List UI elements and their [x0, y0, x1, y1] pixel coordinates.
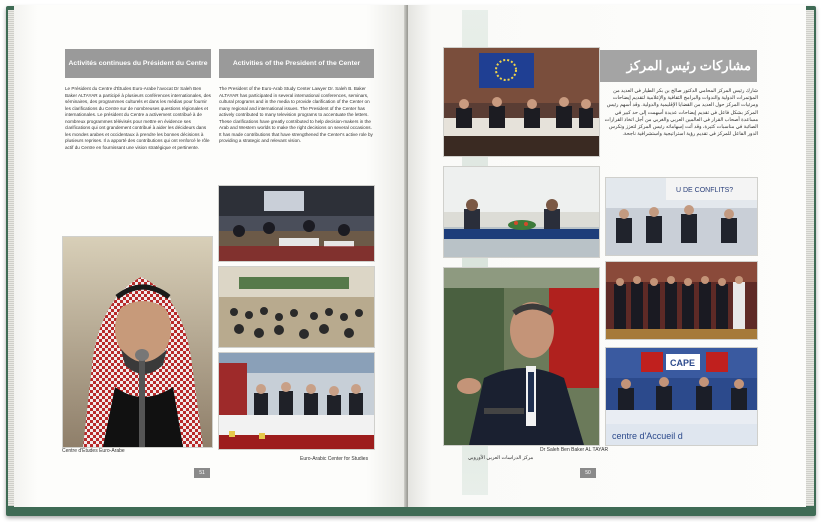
- caption-left: Centre d'Études Euro-Arabe: [62, 448, 125, 454]
- portrait-photo: [62, 236, 213, 448]
- cape-panel-photo: [605, 347, 758, 446]
- meeting-photo-3: [218, 352, 375, 450]
- meeting-photo-2: [218, 266, 375, 348]
- body-text-english: The President of the Euro-Arab Study Center Lawyer Dr. Saleh B. Baker ALTAYAR has participated in several international conferences, seminars, cultural programs and in the media to provide clarification of the Center on many regional and international issues. The President of the Center has actively contributed to many television programs to accentuate the letters. These clarifications have greatly contributed to help decision-makers in the Arab and Western worlds to make the right decisions on several occasions. It has made contributions that have strengthened the Center's active role by providing a strategic and relevant vision.: [219, 86, 373, 143]
- page-stack-right: [806, 10, 814, 506]
- body-text-arabic: شارك رئيس المركز المحامي الدكتور صالح بن بكر الطيار في العديد من المؤتمرات الدولية والندوات والبرامج الثقافية والإعلامية لتقديم إيضاحات ومرئيات المركز حول العديد من القضايا الإقليمية والدولية. وقد أسهم رئيس المركز بشكل فاعل في تقديم إيضاحات عديدة أسهمت إلى حد كبير في مساعدة أصحاب القرار في العالمين العربي والغربي من أجل اتخاذ القرارات الصائبة في مناسبات كثيرة، وقد أتت إسهاماته رئيس المركز لتعزز وتكرس الدور الفاعل للمركز في تقديم رؤية استراتيجية واستشرافية ناجحة.: [604, 88, 758, 138]
- header-english: Activities of the President of the Center: [219, 49, 374, 78]
- caption-speaker-name: Dr Saleh Ben Baker AL TAYAR: [540, 447, 609, 453]
- conference-photo-eu-flag: [443, 47, 600, 157]
- body-text-french: Le Président du Centre d'Études Euro-Arabe l'avocat Dr Saleh Ben Baker ALTAYAR a participé à plusieurs conférences internationales, des séminaires, des programmes culturels et dans les médias pour fournir les clarifications du Centre sur de nombreuses questions régionales et internationales. Le président du Centre a activement contribué à de nombreux programmes télévisés pour mettre en évidence ses clarifications qui ont grandement contribué à aider les décideurs dans les mondes arabes et occidentaux à prendre les bonnes décisions à plusieurs reprises. Il a apporté des contributions qui ont renforcé le rôle actif du Centre en fournissant une vision stratégique et pertinente.: [65, 86, 211, 150]
- page-number-left: 51: [194, 468, 210, 478]
- cape-label: CAPE: [670, 358, 696, 368]
- caption-arabic: مركز الدراسات العربي الأوروبي: [468, 455, 534, 461]
- meeting-photo-1: [218, 185, 375, 262]
- panel-discussion-photo: [443, 166, 600, 258]
- caption-right-of-left-page: Euro-Arabic Center for Studies: [300, 456, 369, 462]
- header-arabic: مشاركات رئيس المركز: [600, 50, 757, 82]
- group-photo: [605, 261, 758, 340]
- conference-photo-2: [605, 177, 758, 256]
- speaker-podium-photo: [443, 267, 600, 446]
- page-number-right: 50: [580, 468, 596, 478]
- svg-text:U DE CONFLITS?: U DE CONFLITS?: [676, 187, 734, 194]
- cape-banner-text: centre d'Accueil d: [612, 431, 683, 441]
- header-french: Activités continues du Président du Centre: [65, 49, 211, 78]
